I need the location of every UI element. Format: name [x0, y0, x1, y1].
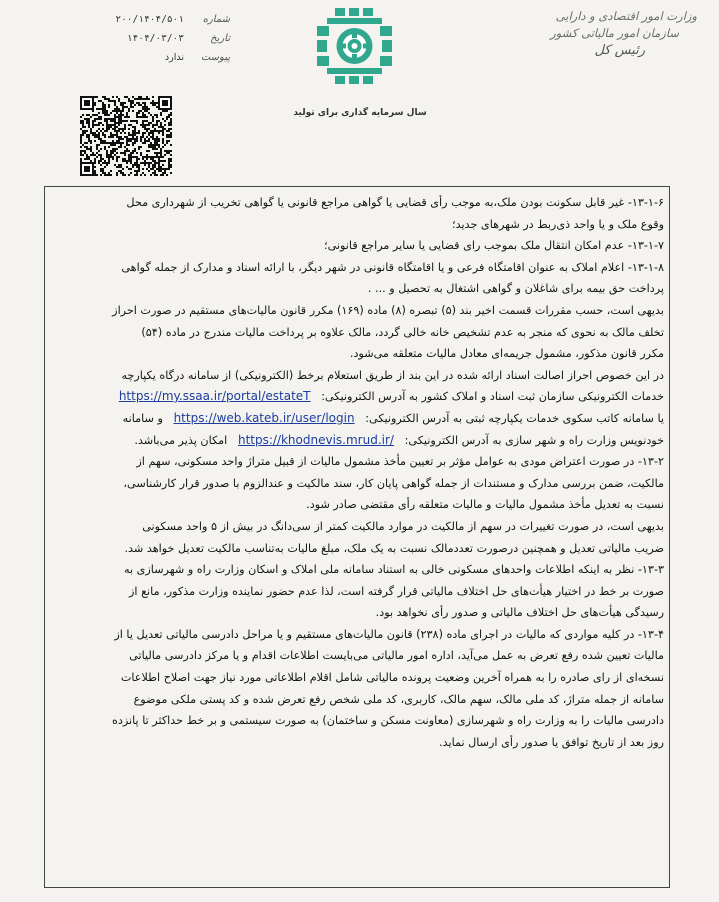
year-slogan: سال سرمایه گذاری برای تولید — [293, 108, 427, 118]
meta-date-row — [80, 29, 230, 48]
khodnevis-link[interactable]: https://khodnevis.mrud.ir/ — [237, 432, 394, 447]
body-line: صورت بر خط در اختیار هیأت‌های حل اختلاف مالیاتی قرار گرفته است، لذا عدم حضور نماینده وزارت مذکور، مانع از — [129, 584, 664, 598]
body-line: ۱۳-۱-۷- عدم امکان انتقال ملک بموجب رای قضایی یا سایر مراجع قانونی؛ — [324, 239, 664, 253]
body-text: خودنویس وزارت راه و شهر سازی به آدرس الکترونیکی: — [404, 433, 664, 447]
qr-code-icon — [80, 96, 172, 176]
body-line: بدیهی است، حسب مقررات قسمت اخیر بند (۵) تبصره (۸) ماده (۱۶۹) مکرر قانون مالیات‌های مستقیم در صورت احراز — [112, 303, 664, 317]
body-line-with-link — [52, 430, 664, 452]
date-value: ۱۴۰۴/۰۳/۰۳ — [126, 33, 184, 44]
kateb-link[interactable]: https://web.kateb.ir/user/login — [173, 410, 355, 425]
body-line: ضریب مالیاتی تعدیل و همچنین درصورت تعددمالک نسبت به یک ملک، مبلغ مالیات به‌تناسب مالکیت تعدیل خواهد شد. — [124, 541, 664, 555]
letter-body — [52, 192, 664, 753]
body-line: رسیدگی هیأت‌های حل اختلاف مالیاتی و صدور رأی نخواهد بود. — [375, 606, 664, 620]
letterhead — [497, 8, 697, 59]
body-text: امکان پذیر می‌باشد. — [134, 433, 228, 447]
number-value: ۲۰۰/۱۴۰۴/۵۰۱ — [115, 14, 184, 25]
letter-meta — [80, 10, 230, 67]
body-line: نسبت به تعدیل مأخذ مشمول مالیات و مالیات متعلقه رأی مقتضی صادر شود. — [306, 498, 664, 512]
body-text: خدمات الکترونیکی سازمان ثبت اسناد و املاک کشور به آدرس الکترونیکی: — [321, 390, 664, 404]
body-line: پرداخت حق بیمه برای شاغلان و گواهی اشتغال به تحصیل و ... . — [367, 282, 664, 296]
meta-number-row — [80, 10, 230, 29]
meta-attachment-row — [80, 48, 230, 67]
ministry-name: وزارت امور اقتصادی و دارایی — [555, 9, 697, 23]
body-line-with-link — [52, 386, 664, 408]
body-line: در این خصوص احراز اصالت اسناد ارائه شده در این بند از طریق استعلام برخط (الکترونیکی) از سامانه درگاه یکپارچه — [121, 368, 664, 382]
body-line: ۱۳-۳- نظر به اینکه اطلاعات واحدهای مسکونی خالی به استناد سامانه ملی املاک و اسکان وزارت راه و شهرسازی به — [123, 563, 664, 577]
date-label: تاریخ — [210, 33, 230, 44]
body-line-with-link — [52, 408, 664, 430]
body-line: ۱۳-۴- در کلیه مواردی که مالیات در اجرای ماده (۲۳۸) قانون مالیات‌های مستقیم و یا مراحل دادرسی مالیاتی تعدیل یا از — [114, 627, 664, 641]
tax-organization-emblem-icon — [313, 6, 396, 86]
body-line: ۱۳-۱-۸- اعلام املاک به عنوان اقامتگاه فرعی و یا اقامتگاه قانونی در شهر دیگر، با ارائه اسناد و مدارک از جمله گواهی — [121, 260, 664, 274]
body-text: و سامانه — [122, 411, 163, 425]
body-line: مالکیت، ضمن بررسی مدارک و مستندات از جمله گواهی پایان کار، سند مالکیت و عندالزوم با صدور قرار کارشناسی، — [123, 476, 664, 490]
chief-title: رئیس کل — [594, 43, 645, 58]
body-line: دادرسی مالیات را به وزارت راه و شهرسازی (معاونت مسکن و ساختمان) به صورت سیستمی و بر خط حداکثر تا پانزده — [112, 714, 664, 728]
organization-name: سازمان امور مالیاتی کشور — [550, 26, 679, 40]
body-line: ۱۳-۲- در صورت اعتراض مودی به عوامل مؤثر بر تعیین مأخذ مشمول مالیات از قبیل متراژ واحد مسکونی، سهم از — [136, 455, 664, 469]
body-line: وقوع ملک و یا واحد ذی‌ربط در شهرهای جدید؛ — [452, 217, 664, 231]
body-text: یا سامانه کاتب سکوی خدمات یکپارچه ثبتی به آدرس الکترونیکی: — [365, 411, 664, 425]
body-line: بدیهی است، در صورت تغییرات در سهم از مالکیت در موارد مالکیت کمتر از سی‌دانگ در بیش از ۵ واحد مسکونی — [142, 519, 664, 533]
number-label: شماره — [202, 14, 230, 25]
body-line: سامانه از جمله متراژ، کد ملی مالک، سهم مالک، کاربری، کد ملی شخص رفع تعرض شده و کد پستی ملکی موضوع — [133, 692, 664, 706]
body-line: مالیات تعیین شده رفع تعرض به عمل می‌آید، اداره امور مالیاتی می‌بایست اطلاعات اقدام و یا مرکز دادرسی مالیاتی — [129, 649, 664, 663]
body-line: روز بعد از تاریخ توافق یا صدور رأی ارسال نماید. — [439, 735, 664, 749]
body-line: تخلف مالک به نحوی که منجر به عدم تشخیص خانه خالی گردد، مالک علاوه بر پرداخت مالیات مندرج در ماده (۵۴) — [141, 325, 664, 339]
ssaa-link[interactable]: https://my.ssaa.ir/portal/estateT — [118, 389, 311, 404]
body-line: ۱۳-۱-۶- غیر قابل سکونت بودن ملک،به موجب رأی قضایی یا گواهی مراجع قانونی یا گواهی تخریب از شهرداری محل — [126, 196, 664, 209]
attachment-value: ندارد — [164, 52, 184, 63]
body-line: نسخه‌ای از رای صادره را به همراه آخرین وضعیت پرونده مالیاتی شامل اقلام اطلاعاتی مورد نیاز جهت اصلاح اطلاعات — [120, 671, 664, 685]
body-line: مکرر قانون مذکور، مشمول جریمه‌ای معادل مالیات متعلقه می‌شود. — [349, 347, 664, 361]
attachment-label: پیوست — [200, 52, 230, 63]
